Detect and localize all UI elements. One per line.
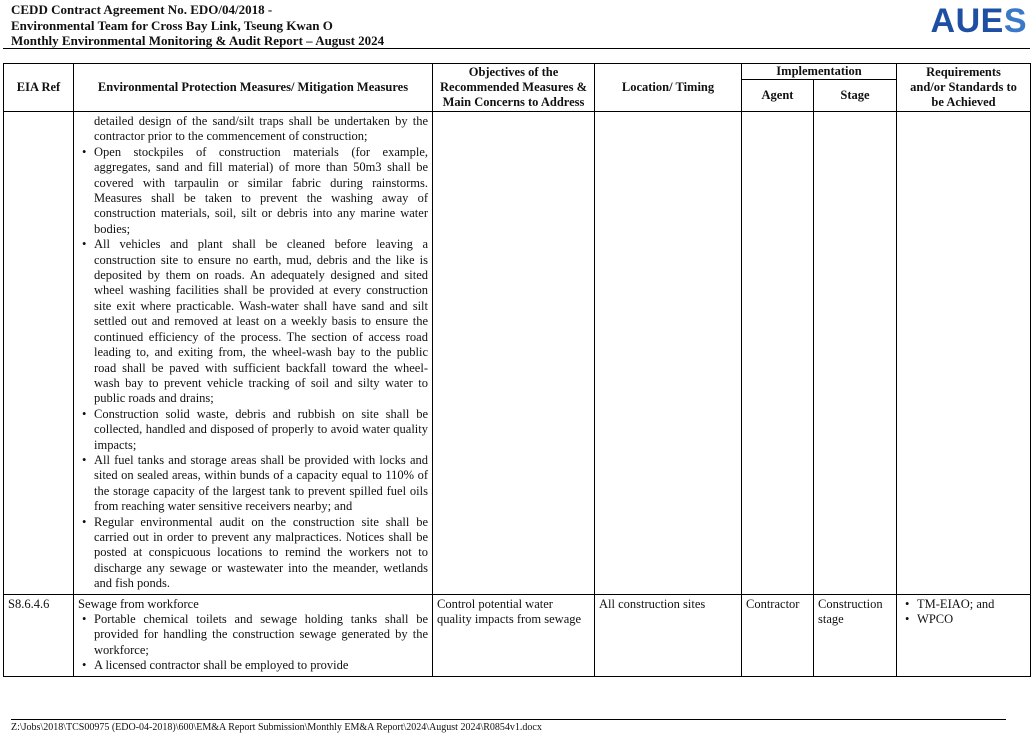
list-item: • Open stockpiles of construction materials (for example, aggregates, sand and fill material) of more than 50m3 shall be covered with tarpaulin or similar fabric during rainstorms. Measures shall be taken to prevent the washing away of construction materials, soil, silt or debris into any marine water bodies;	[78, 145, 428, 237]
footer-divider	[11, 719, 1006, 720]
col-header-objectives	[433, 64, 595, 112]
header-report-line: Monthly Environmental Monitoring & Audit Report – August 2024	[11, 33, 385, 48]
measure-title: Sewage from workforce	[78, 596, 199, 611]
col-header-objectives-line2: Recommended Measures &	[440, 80, 587, 94]
list-item: • Regular environmental audit on the construction site shall be carried out in order to prevent any malpractices. Notices shall be posted at conspicuous locations to remind the workers not to discharge any sewage or wastewater into the meander, wetlands and fish ponds.	[78, 515, 428, 592]
table-row	[4, 112, 1031, 595]
aues-logo	[931, 2, 1027, 40]
cell-objectives	[433, 112, 595, 595]
cell-requirements	[897, 112, 1031, 595]
measures-list	[78, 612, 428, 674]
list-item: • Portable chemical toilets and sewage holding tanks shall be provided for handling the construction sewage generated by the workforce;	[78, 612, 428, 658]
col-header-agent: Agent	[742, 80, 814, 112]
measures-list	[78, 114, 428, 592]
cell-eia-ref: S8.6.4.6	[4, 594, 74, 676]
list-item: • All vehicles and plant shall be cleaned before leaving a construction site to ensure no earth, mud, debris and the like is deposited by them on roads. An adequately designed and sited wheel washing facilities shall be provided at every construction site exit where practicable. Wash-water shall have sand and silt settled out and removed at least on a weekly basis to ensure the continued efficiency of the process. The section of access road leading to, and exiting from, the wheel-wash bay to the public road shall be paved with sufficient backfall toward the wheel-wash bay to prevent vehicle tracking of soil and silty water to public roads and drains;	[78, 237, 428, 406]
col-header-measures: Environmental Protection Measures/ Mitigation Measures	[74, 64, 433, 112]
cell-objectives: Control potential water quality impacts from sewage	[433, 594, 595, 676]
col-header-eia-ref: EIA Ref	[4, 64, 74, 112]
header-contract-line: CEDD Contract Agreement No. EDO/04/2018 -	[11, 2, 273, 17]
col-header-location: Location/ Timing	[595, 64, 742, 112]
header-divider	[3, 48, 1030, 49]
cell-measures	[74, 112, 433, 595]
list-item: • All fuel tanks and storage areas shall be provided with locks and sited on sealed areas, within bunds of a capacity equal to 110% of the storage capacity of the largest tank to prevent spilled fuel oils from reaching water sensitive receivers nearby; and	[78, 453, 428, 515]
col-header-implementation: Implementation	[742, 64, 897, 80]
col-header-stage: Stage	[814, 80, 897, 112]
col-header-requirements	[897, 64, 1031, 112]
cell-agent: Contractor	[742, 594, 814, 676]
col-header-requirements-line3: be Achieved	[931, 95, 996, 109]
cell-location	[595, 112, 742, 595]
list-item: • A licensed contractor shall be employed to provide	[78, 658, 428, 673]
list-item: • WPCO	[901, 612, 1026, 627]
logo-text-s: S	[1003, 2, 1027, 40]
cell-stage	[814, 112, 897, 595]
cell-measures	[74, 594, 433, 676]
cell-requirements	[897, 594, 1031, 676]
cell-location: All construction sites	[595, 594, 742, 676]
col-header-requirements-line2: and/or Standards to	[910, 80, 1017, 94]
logo-text-aue: AUE	[930, 2, 1004, 40]
footer-file-path: Z:\Jobs\2018\TCS00975 (EDO-04-2018)\600\EM&A Report Submission\Monthly EM&A Report\2024\August 2024\R0854v1.docx	[11, 722, 542, 733]
list-item: detailed design of the sand/silt traps shall be undertaken by the contractor prior to the commencement of construction;	[94, 114, 428, 144]
requirements-list	[901, 597, 1026, 628]
cell-agent	[742, 112, 814, 595]
mitigation-measures-table	[3, 63, 1031, 677]
cell-eia-ref	[4, 112, 74, 595]
list-item: • Construction solid waste, debris and rubbish on site shall be collected, handled and disposed of properly to avoid water quality impacts;	[78, 407, 428, 453]
col-header-objectives-line3: Main Concerns to Address	[442, 95, 585, 109]
col-header-requirements-line1: Requirements	[926, 65, 1001, 79]
list-item: • TM-EIAO; and	[901, 597, 1026, 612]
table-row	[4, 594, 1031, 676]
header-team-line: Environmental Team for Cross Bay Link, Tseung Kwan O	[11, 17, 333, 33]
col-header-objectives-line1: Objectives of the	[468, 65, 559, 79]
cell-stage: Construction stage	[814, 594, 897, 676]
document-header	[11, 2, 384, 49]
